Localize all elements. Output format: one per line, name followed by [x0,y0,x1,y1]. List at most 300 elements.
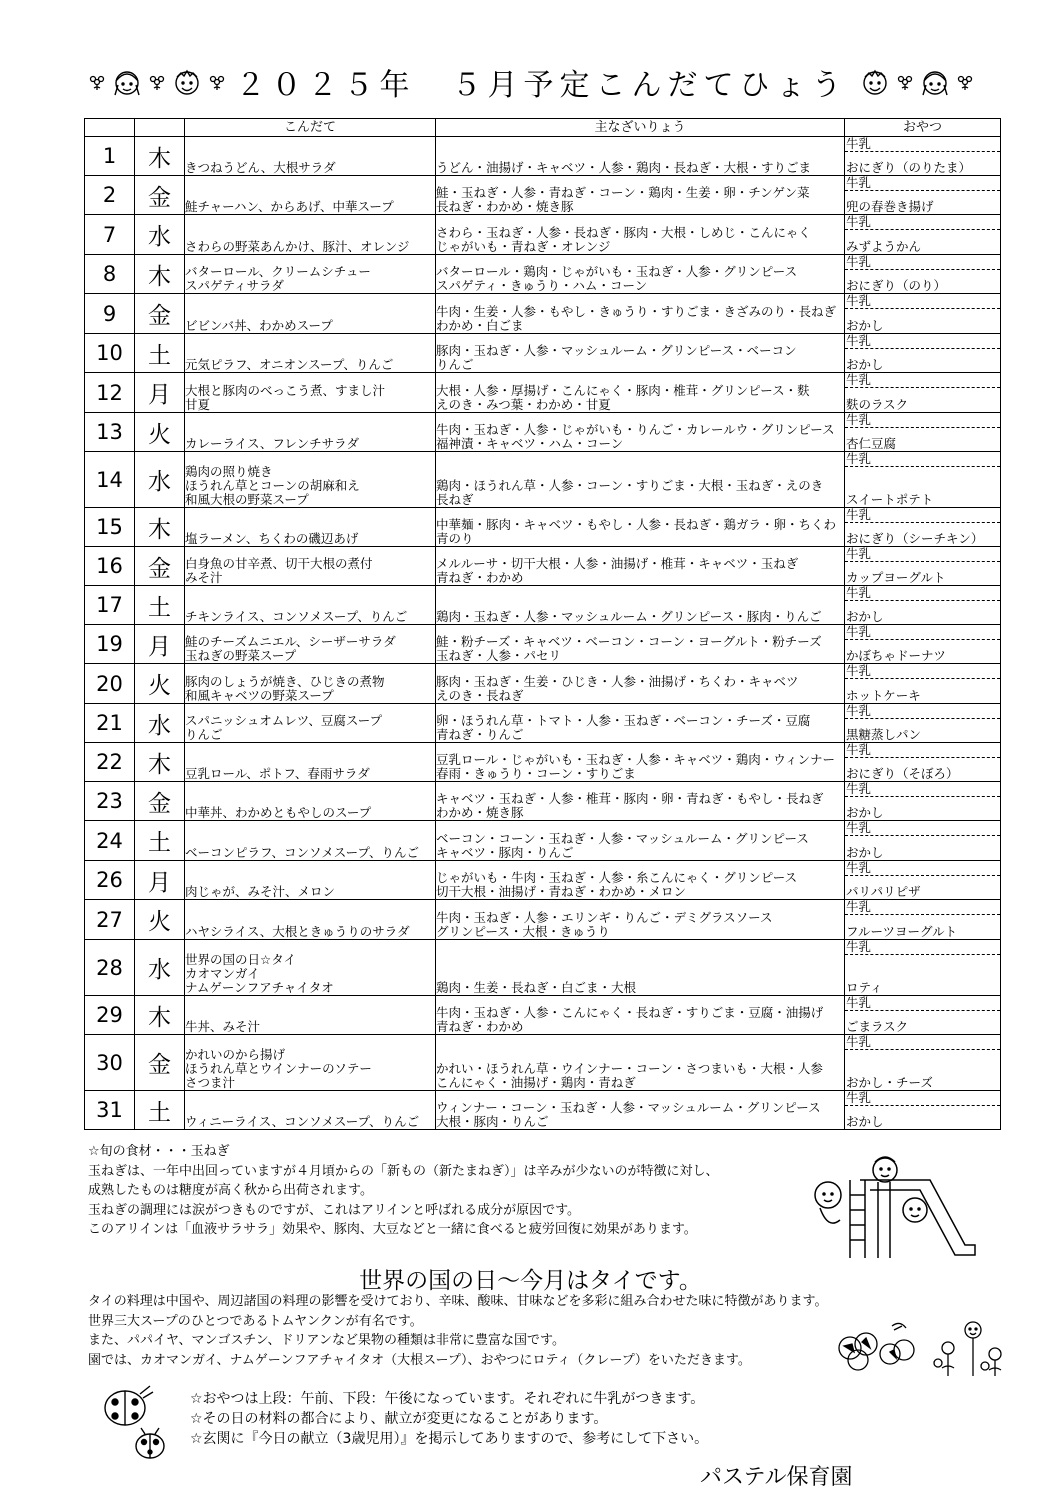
menu-cell [185,664,436,704]
snack-afternoon: おにぎり（シーチキン） [846,531,984,546]
menu-item: ベーコンピラフ、コンソメスープ、りんご [185,845,420,860]
day-number: 28 [85,940,135,996]
snack-morning: 牛乳 [845,704,1000,719]
menu-cell [185,821,436,861]
ingredients-cell [436,373,845,413]
header-decoration-right [858,65,974,99]
menu-cell [185,176,436,215]
table-row [85,176,1001,215]
day-number: 30 [85,1035,135,1091]
snack-cell [845,586,1001,625]
snack-cell [845,940,1001,996]
day-number: 20 [85,664,135,704]
table-row [85,940,1001,996]
snack-afternoon: ホットケーキ [846,688,921,703]
menu-item: 元気ピラフ、オニオンスープ、りんご [185,357,394,372]
menu-cell [185,215,436,255]
ingredient-line: 青ねぎ・りんご [436,727,524,742]
thai-line: タイの料理は中国や、周辺諸国の料理の影響を受けており、辛味、酸味、甘味などを多彩に組み合わせた味に特徴があります。 [88,1294,828,1309]
menu-item: 大根と豚肉のべっこう煮、すまし汁 [185,383,386,398]
pansy-flowers-illustration [830,1318,1010,1378]
day-number: 23 [85,782,135,821]
menu-item: ナムゲーンフアチャイタオ [185,980,334,995]
menu-cell [185,547,436,586]
ingredient-line: かれい・ほうれん草・ウインナー・コーン・さつまいも・大根・人参 [436,1061,823,1076]
snack-cell [845,782,1001,821]
header-snack: おやつ [845,119,1001,137]
menu-item: チキンライス、コンソメスープ、りんご [185,609,408,624]
snack-cell [845,373,1001,413]
ingredient-line: 豚肉・玉ねぎ・人参・マッシュルーム・グリンピース・ベーコン [436,343,797,358]
menu-cell [185,743,436,782]
ingredients-cell [436,334,845,373]
menu-item: カレーライス、フレンチサラダ [185,436,359,451]
menu-item: 牛丼、みそ汁 [185,1019,261,1034]
snack-cell [845,137,1001,176]
page-title: ２０２５年 ５月予定こんだてひょう [235,68,848,103]
day-number: 26 [85,861,135,900]
menu-item: みそ汁 [185,570,223,585]
menu-item: きつねうどん、大根サラダ [185,160,336,175]
ingredients-cell [436,625,845,664]
snack-cell [845,547,1001,586]
weekday: 金 [135,782,185,821]
ingredient-line: 大根・豚肉・りんご [436,1114,549,1129]
snack-cell [845,1091,1001,1130]
menu-item: ビビンバ丼、わかめスープ [185,318,333,333]
seasonal-line: このアリインは「血液サラサラ」効果や、豚肉、大豆などと一緒に食べると疲労回復に効果があります。 [88,1222,697,1237]
table-row [85,996,1001,1035]
menu-item: スパニッシュオムレツ、豆腐スープ [185,713,383,728]
ladybug-illustration [95,1378,185,1468]
snack-afternoon: おかし [846,318,884,333]
weekday: 金 [135,294,185,334]
snack-morning: 牛乳 [845,215,1000,230]
snack-cell [845,861,1001,900]
flower-icon [148,73,166,91]
menu-cell [185,255,436,294]
header-decoration-left [88,65,226,99]
menu-item: 甘夏 [185,397,211,412]
menu-cell [185,940,436,996]
ingredient-line: グリンピース・大根・きゅうり [436,924,610,939]
ingredients-cell [436,176,845,215]
ingredients-cell [436,782,845,821]
day-number: 12 [85,373,135,413]
ingredients-cell [436,508,845,547]
day-number: 13 [85,413,135,452]
snack-cell [845,334,1001,373]
menu-cell [185,704,436,743]
menu-item: ウィニーライス、コンソメスープ、りんご [185,1114,420,1129]
snack-cell [845,704,1001,743]
ingredients-cell [436,1035,845,1091]
ingredient-line: こんにゃく・油揚げ・鶏肉・青ねぎ [436,1075,636,1090]
ingredients-cell [436,743,845,782]
ingredients-cell [436,413,845,452]
weekday: 金 [135,176,185,215]
weekday: 月 [135,373,185,413]
snack-cell [845,452,1001,508]
ingredient-line: 牛肉・玉ねぎ・人参・エリンギ・りんご・デミグラスソース [436,910,773,925]
ingredients-cell [436,900,845,940]
seasonal-food-notes [88,1142,848,1240]
menu-item: 和風大根の野菜スープ [185,492,309,507]
weekday: 火 [135,664,185,704]
menu-cell [185,625,436,664]
menu-cell [185,996,436,1035]
ingredients-cell [436,821,845,861]
menu-cell [185,1091,436,1130]
snack-afternoon: おかし [846,845,884,860]
weekday: 水 [135,704,185,743]
day-number: 14 [85,452,135,508]
flower-icon [88,73,106,91]
snack-afternoon: 杏仁豆腐 [846,436,897,451]
snack-morning: 牛乳 [845,625,1000,640]
snack-cell [845,996,1001,1035]
weekday: 木 [135,137,185,176]
girl-face-icon [110,65,144,99]
footnotes [190,1389,708,1449]
ingredient-line: 鶏肉・ほうれん草・人参・コーン・すりごま・大根・玉ねぎ・えのき [436,478,824,493]
table-row [85,704,1001,743]
seasonal-line: 玉ねぎは、一年中出回っていますが４月頃からの「新もの（新たまねぎ）」は辛みが少ないのが特徴に対し、 [88,1163,719,1179]
table-row [85,664,1001,704]
children-slide-illustration [790,1150,980,1265]
snack-afternoon: カップヨーグルト [846,570,946,585]
ingredient-line: 大根・人参・厚揚げ・こんにゃく・豚肉・椎茸・グリンピース・麩 [436,383,810,398]
snack-cell [845,255,1001,294]
ingredients-cell [436,586,845,625]
weekday: 土 [135,1091,185,1130]
snack-afternoon: おにぎり（のり） [846,278,947,293]
ingredient-line: えのき・長ねぎ [436,688,524,703]
menu-cell [185,508,436,547]
weekday: 土 [135,821,185,861]
snack-afternoon: みずようかん [846,239,922,254]
day-number: 21 [85,704,135,743]
snack-morning: 牛乳 [845,547,1000,562]
day-number: 2 [85,176,135,215]
thai-line: また、パパイヤ、マンゴスチン、ドリアンなど果物の種類は非常に豊富な国です。 [88,1333,565,1348]
snack-cell [845,508,1001,547]
ingredients-cell [436,996,845,1035]
table-row [85,508,1001,547]
ingredient-line: じゃがいも・牛肉・玉ねぎ・人参・糸こんにゃく・グリンピース [436,870,798,885]
table-row [85,1035,1001,1091]
flower-icon [956,73,974,91]
girl-face-icon [918,65,952,99]
footnote-line: ☆その日の材料の都合により、献立が変更になることがあります。 [190,1411,608,1427]
snack-morning: 牛乳 [845,821,1000,836]
snack-afternoon: かぼちゃドーナツ [846,648,946,663]
menu-item: 豆乳ロール、ポトフ、春雨サラダ [185,766,370,781]
ingredient-line: 玉ねぎ・人参・パセリ [436,648,562,663]
ingredient-line: りんご [436,357,474,372]
snack-morning: 牛乳 [845,900,1000,915]
footnote-line: ☆玄関に『今日の献立（3歳児用）』を掲示してありますので、参考にして下さい。 [190,1431,709,1447]
snack-morning: 牛乳 [845,782,1000,797]
day-number: 17 [85,586,135,625]
ingredient-line: 鮭・粉チーズ・キャベツ・ベーコン・コーン・ヨーグルト・粉チーズ [436,634,822,649]
weekday: 木 [135,996,185,1035]
day-number: 19 [85,625,135,664]
ingredient-line: 福神漬・キャベツ・ハム・コーン [436,436,624,451]
ingredients-cell [436,547,845,586]
ingredients-cell [436,452,845,508]
ingredient-line: うどん・油揚げ・キャベツ・人参・鶏肉・長ねぎ・大根・すりごま [436,160,812,175]
menu-item: 塩ラーメン、ちくわの磯辺あげ [185,531,359,546]
weekday: 火 [135,413,185,452]
snack-afternoon: おかし [846,357,884,372]
ingredient-line: じゃがいも・青ねぎ・オレンジ [436,239,611,254]
snack-morning: 牛乳 [845,294,1000,309]
table-row [85,255,1001,294]
weekday: 火 [135,900,185,940]
menu-table-body [85,137,1001,1130]
menu-item: 和風キャベツの野菜スープ [185,688,334,703]
menu-item: 豚肉のしょうが焼き、ひじきの煮物 [185,674,385,689]
ingredient-line: 牛肉・生姜・人参・もやし・きゅうり・すりごま・きざみのり・長ねぎ [436,304,837,319]
day-number: 29 [85,996,135,1035]
weekday: 月 [135,625,185,664]
table-row [85,861,1001,900]
table-row [85,452,1001,508]
menu-item: 白身魚の甘辛煮、切干大根の煮付 [185,556,373,571]
snack-cell [845,664,1001,704]
boy-face-icon [858,65,892,99]
weekday: 水 [135,940,185,996]
menu-item: 中華丼、わかめともやしのスープ [185,805,372,820]
menu-item: さつま汁 [185,1075,236,1090]
table-row [85,743,1001,782]
menu-item: ほうれん草とウインナーのソテー [185,1061,372,1076]
seasonal-line: 成熟したものは糖度が高く秋から出荷されます。 [88,1183,373,1198]
ingredient-line: スパゲティ・きゅうり・ハム・コーン [436,278,648,293]
snack-afternoon: パリパリピザ [846,884,921,899]
menu-cell [185,294,436,334]
snack-cell [845,743,1001,782]
menu-item: カオマンガイ [185,966,260,981]
ingredients-cell [436,704,845,743]
day-number: 27 [85,900,135,940]
seasonal-line: 玉ねぎの調理には涙がつきものですが、これはアリインと呼ばれる成分が原因です。 [88,1202,581,1218]
thai-section-text [88,1292,827,1370]
ingredient-line: 鶏肉・玉ねぎ・人参・マッシュルーム・グリンピース・豚肉・りんご [436,609,822,624]
ingredient-line: 鮭・玉ねぎ・人参・青ねぎ・コーン・鶏肉・生姜・卵・チンゲン菜 [436,185,810,200]
snack-cell [845,176,1001,215]
snack-afternoon: おかし [846,1114,884,1129]
snack-afternoon: ロティ [846,980,883,995]
menu-item: 玉ねぎの野菜スープ [185,648,297,663]
flower-icon [896,73,914,91]
ingredient-line: わかめ・白ごま [436,318,524,333]
snack-morning: 牛乳 [845,373,1000,388]
menu-cell [185,900,436,940]
snack-afternoon: おかし・チーズ [846,1075,933,1090]
snack-cell [845,1035,1001,1091]
menu-item: 鮭のチーズムニエル、シーザーサラダ [185,634,396,649]
menu-item: ハヤシライス、大根ときゅうりのサラダ [185,924,410,939]
menu-table [84,118,1001,1130]
table-row [85,215,1001,255]
ingredient-line: 牛肉・玉ねぎ・人参・じゃがいも・りんご・カレールウ・グリンピース [436,422,835,437]
weekday: 水 [135,452,185,508]
day-number: 16 [85,547,135,586]
ingredient-line: ウィンナー・コーン・玉ねぎ・人参・マッシュルーム・グリンピース [436,1100,821,1115]
ingredients-cell [436,137,845,176]
snack-afternoon: おにぎり（のりたま） [846,160,972,175]
snack-afternoon: ごまラスク [846,1019,909,1034]
ingredient-line: 中華麺・豚肉・キャベツ・もやし・人参・長ねぎ・鶏ガラ・卵・ちくわ [436,517,837,532]
weekday: 木 [135,743,185,782]
snack-morning: 牛乳 [845,334,1000,349]
weekday: 木 [135,508,185,547]
menu-cell [185,413,436,452]
table-row [85,413,1001,452]
menu-cell [185,137,436,176]
day-number: 24 [85,821,135,861]
snack-morning: 牛乳 [845,1091,1000,1106]
weekday: 水 [135,215,185,255]
header-weekday [135,119,185,137]
ingredient-line: メルルーサ・切干大根・人参・油揚げ・椎茸・キャベツ・玉ねぎ [436,556,799,571]
ingredient-line: 青のり [436,531,474,546]
ingredient-line: わかめ・焼き豚 [436,805,524,820]
boy-face-icon [170,65,204,99]
table-row [85,625,1001,664]
menu-cell [185,861,436,900]
ingredient-line: 青ねぎ・わかめ [436,570,524,585]
table-row [85,586,1001,625]
ingredients-cell [436,255,845,294]
table-header-row [85,119,1001,137]
menu-item: りんご [185,727,223,742]
menu-item: 鮭チャーハン、からあげ、中華スープ [185,199,394,214]
ingredient-line: 春雨・きゅうり・コーン・すりごま [436,766,636,781]
table-row [85,334,1001,373]
ingredient-line: 切干大根・油揚げ・青ねぎ・わかめ・メロン [436,884,687,899]
ingredient-line: 長ねぎ・わかめ・焼き豚 [436,199,574,214]
day-number: 22 [85,743,135,782]
thai-section-heading: 世界の国の日～今月はタイです。 [359,1268,702,1294]
ingredient-line: えのき・みつ葉・わかめ・甘夏 [436,397,611,412]
weekday: 土 [135,334,185,373]
seasonal-line: ☆旬の食材・・・玉ねぎ [88,1144,230,1159]
snack-morning: 牛乳 [845,255,1000,270]
menu-cell [185,586,436,625]
snack-afternoon: フルーツヨーグルト [846,924,958,939]
table-row [85,547,1001,586]
weekday: 金 [135,547,185,586]
table-row [85,373,1001,413]
ingredients-cell [436,664,845,704]
snack-afternoon: 黒糖蒸しパン [846,727,922,742]
table-row [85,782,1001,821]
day-number: 1 [85,137,135,176]
snack-morning: 牛乳 [845,861,1000,876]
ingredients-cell [436,940,845,996]
snack-morning: 牛乳 [845,413,1000,428]
menu-item: 鶏肉の照り焼き [185,464,273,479]
ingredient-line: キャベツ・玉ねぎ・人参・椎茸・豚肉・卵・青ねぎ・もやし・長ねぎ [436,791,824,806]
ingredients-cell [436,861,845,900]
footnote-line: ☆おやつは上段：午前、下段：午後になっています。それぞれに牛乳がつきます。 [190,1391,705,1407]
menu-item: かれいのから揚げ [185,1047,286,1062]
menu-item: ほうれん草とコーンの胡麻和え [185,478,360,493]
ingredient-line: 卵・ほうれん草・トマト・人参・玉ねぎ・ベーコン・チーズ・豆腐 [436,713,811,728]
snack-cell [845,294,1001,334]
table-row [85,294,1001,334]
menu-cell [185,334,436,373]
snack-afternoon: 麩のラスク [846,397,909,412]
menu-item: 世界の国の日☆タイ [185,952,296,967]
snack-cell [845,821,1001,861]
snack-afternoon: おかし [846,609,884,624]
menu-item: さわらの野菜あんかけ、豚汁、オレンジ [185,239,410,254]
snack-morning: 牛乳 [845,452,1000,467]
ingredient-line: さわら・玉ねぎ・人参・長ねぎ・豚肉・大根・しめじ・こんにゃく [436,225,811,240]
snack-cell [845,215,1001,255]
snack-afternoon: おかし [846,805,884,820]
snack-morning: 牛乳 [845,176,1000,191]
day-number: 8 [85,255,135,294]
table-row [85,821,1001,861]
weekday: 金 [135,1035,185,1091]
menu-cell [185,1035,436,1091]
snack-morning: 牛乳 [845,940,1000,955]
snack-afternoon: 兜の春巻き揚げ [846,199,934,214]
header-day [85,119,135,137]
table-row [85,137,1001,176]
day-number: 15 [85,508,135,547]
menu-cell [185,373,436,413]
ingredient-line: バターロール・鶏肉・じゃがいも・玉ねぎ・人参・グリンピース [436,264,798,279]
page-header [0,60,1061,104]
day-number: 10 [85,334,135,373]
snack-cell [845,900,1001,940]
snack-morning: 牛乳 [845,664,1000,679]
table-row [85,1091,1001,1130]
header-menu: こんだて [185,119,436,137]
ingredient-line: キャベツ・豚肉・りんご [436,845,574,860]
day-number: 9 [85,294,135,334]
ingredient-line: 青ねぎ・わかめ [436,1019,524,1034]
ingredient-line: 豆乳ロール・じゃがいも・玉ねぎ・人参・キャベツ・鶏肉・ウィンナー [436,752,836,767]
flower-icon [208,73,226,91]
ingredient-line: 鶏肉・生姜・長ねぎ・白ごま・大根 [436,980,637,995]
menu-cell [185,452,436,508]
snack-morning: 牛乳 [845,743,1000,758]
snack-afternoon: おにぎり（そぼろ） [846,766,959,781]
thai-line: 世界三大スープのひとつであるトムヤンクンが有名です。 [88,1313,423,1329]
table-row [85,900,1001,940]
snack-morning: 牛乳 [845,508,1000,523]
snack-morning: 牛乳 [845,996,1000,1011]
snack-morning: 牛乳 [845,586,1000,601]
nursery-name: パステル保育園 [700,1465,853,1490]
snack-morning: 牛乳 [845,137,1000,152]
snack-cell [845,413,1001,452]
ingredient-line: ベーコン・コーン・玉ねぎ・人参・マッシュルーム・グリンピース [436,831,809,846]
menu-item: スパゲティサラダ [185,278,284,293]
thai-line: 園では、カオマンガイ、ナムゲーンフアチャイタオ（大根スープ）、おやつにロティ（クレープ）をいただきます。 [88,1352,751,1368]
ingredients-cell [436,1091,845,1130]
day-number: 31 [85,1091,135,1130]
ingredients-cell [436,294,845,334]
menu-item: 肉じゃが、みそ汁、メロン [185,884,336,899]
